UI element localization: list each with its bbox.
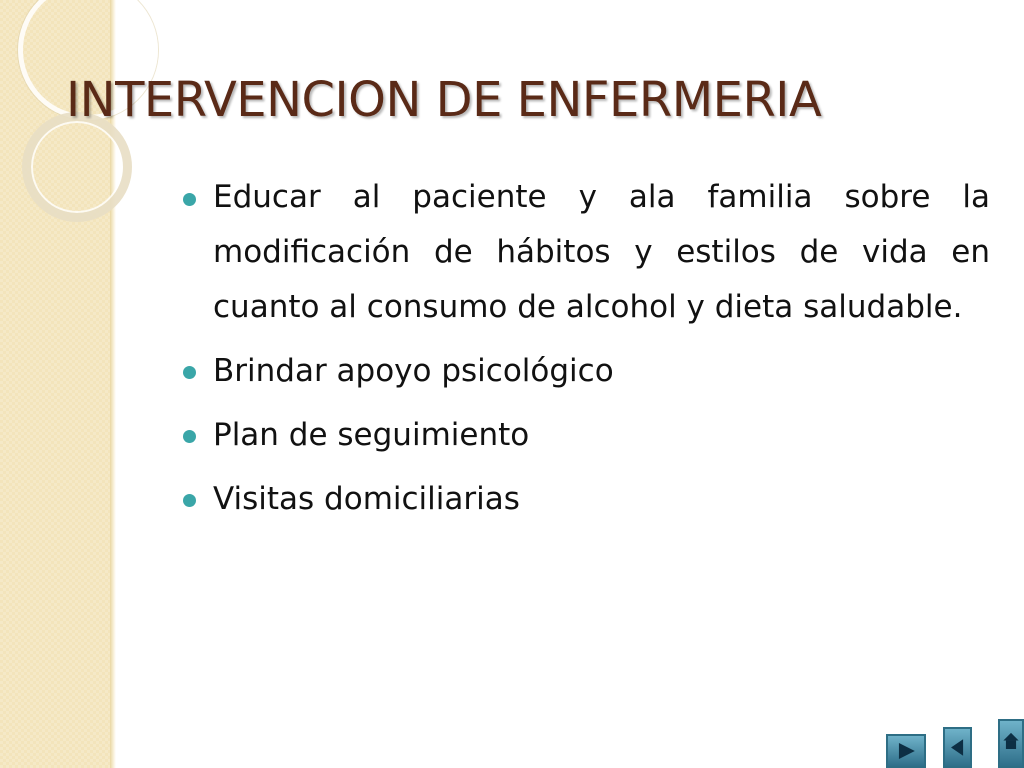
- decorative-ring-middle: [22, 112, 132, 222]
- previous-slide-button[interactable]: [943, 727, 972, 768]
- bullet-text: Educar al paciente y ala familia sobre la modificación de hábitos y estilos de vida en cuanto al consumo de alcohol y dieta saludable.: [213, 179, 990, 325]
- bullet-icon: [183, 494, 196, 507]
- home-button[interactable]: [998, 719, 1024, 768]
- bullet-text: Visitas domiciliarias: [213, 481, 520, 517]
- bullet-item: [178, 471, 990, 528]
- next-icon: [888, 736, 924, 766]
- bullet-list: [178, 170, 990, 535]
- bullet-icon: [183, 430, 196, 443]
- slide-title: INTERVENCION DE ENFERMERIA: [66, 72, 822, 128]
- previous-icon: [945, 729, 970, 766]
- bullet-icon: [183, 366, 196, 379]
- home-icon: [1000, 721, 1022, 766]
- bullet-text: Brindar apoyo psicológico: [213, 353, 614, 389]
- bullet-item: [178, 170, 990, 335]
- bullet-text: Plan de seguimiento: [213, 417, 530, 453]
- bullet-item: [178, 343, 990, 400]
- bullet-icon: [183, 193, 196, 206]
- next-slide-button[interactable]: [886, 734, 926, 768]
- bullet-item: [178, 407, 990, 464]
